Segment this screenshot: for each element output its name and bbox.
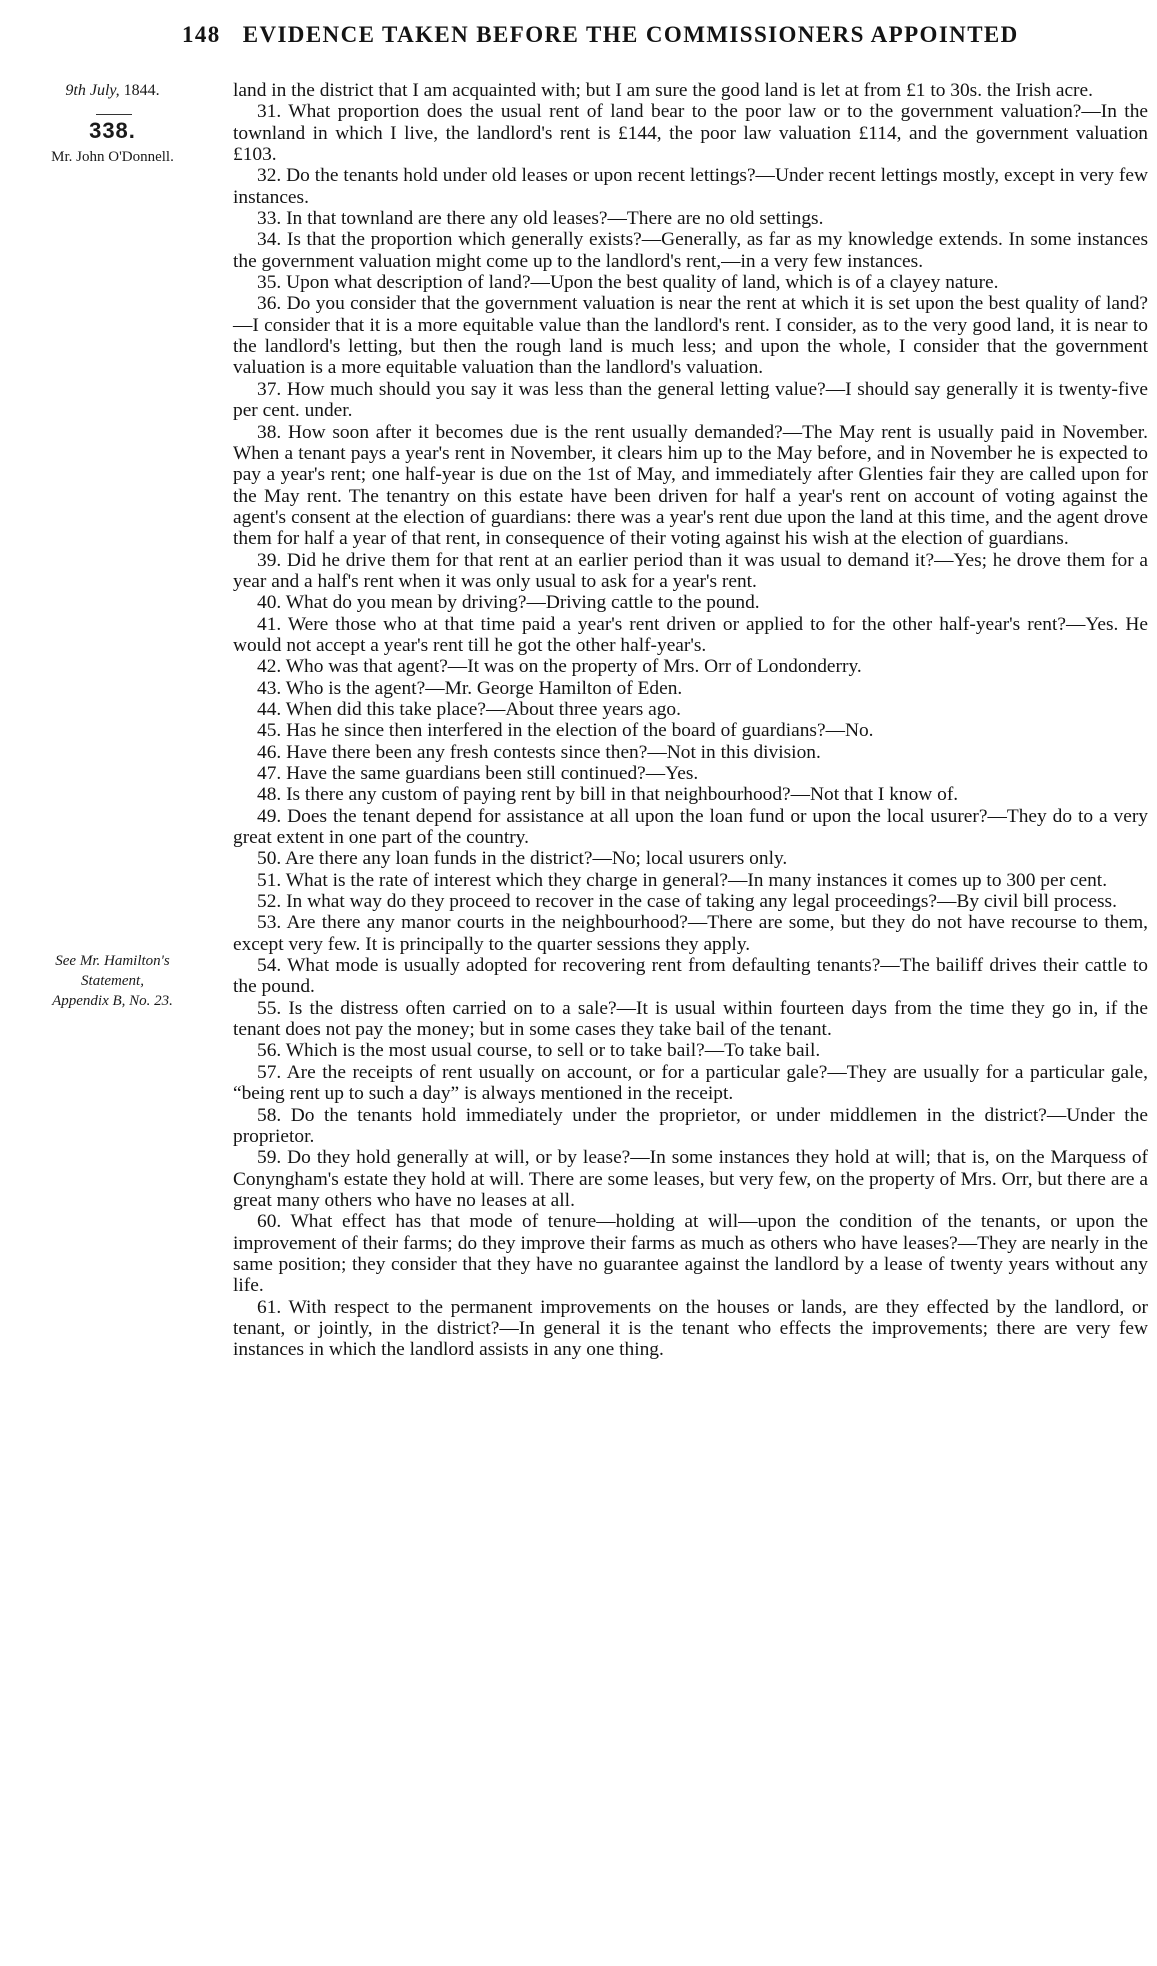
question-32: 32. Do the tenants hold under old leases or upon recent lettings?—Under recent lettings mostly, except in very few instances. xyxy=(233,165,1148,208)
margin-note-line: See Mr. Hamilton's xyxy=(55,953,170,969)
question-52: 52. In what way do they proceed to recover in the case of taking any legal proceedings?—By civil bill process. xyxy=(257,891,1117,913)
question-56: 56. Which is the most usual course, to sell or to take bail?—To take bail. xyxy=(257,1040,821,1062)
margin-note-line: Statement, xyxy=(81,973,144,989)
margin-note-line: Appendix B, No. 23. xyxy=(52,993,173,1009)
question-31: 31. What proportion does the usual rent of land bear to the poor law or to the government valuation?—In the townland in which I live, the landlord's rent is £144, the poor law valuation £114, and the government valuation £103. xyxy=(233,101,1148,166)
question-42: 42. Who was that agent?—It was on the property of Mrs. Orr of Londonderry. xyxy=(257,656,862,678)
question-46: 46. Have there been any fresh contests since then?—Not in this division. xyxy=(257,741,821,763)
question-55: 55. Is the distress often carried on to a sale?—It is usual within fourteen days from the time they go in, if the tenant does not pay the money; but in some cases they take bail of the tenant. xyxy=(233,997,1148,1041)
margin-date xyxy=(0,82,225,100)
question-33: 33. In that townland are there any old leases?—There are no old settings. xyxy=(257,208,824,230)
margin-date-day: 9th July, xyxy=(65,82,120,99)
paragraph-continued: land in the district that I am acquainted with; but I am sure the good land is let at from £1 to 30s. the Irish acre. xyxy=(233,80,1093,101)
question-40: 40. What do you mean by driving?—Driving cattle to the pound. xyxy=(257,592,760,614)
question-38: 38. How soon after it becomes due is the rent usually demanded?—The May rent is usually paid in November. When a tenant pays a year's rent in November, it clears him up to the May before, and in November he is expected to pay a year's rent; one half-year is due on the 1st of May, and immediately after Glenties fair they are called upon for the May rent. The tenantry on this estate have been driven for half a year's rent on account of voting against the agent's consent at the election of guardians: there was a year's rent due upon the land at this time, and the agent drove them for half a year of that rent, in consequence of their voting against his wish at the election of guardians. xyxy=(233,421,1148,550)
question-60: 60. What effect has that mode of tenure—holding at will—upon the condition of the tenants, or upon the improvement of their farms; do they improve their farms as much as others who have leases?—They are nearly in the same position; they consider that they have no guarantee against the landlord by a lease of twenty years without any life. xyxy=(233,1211,1148,1297)
question-48: 48. Is there any custom of paying rent by bill in that neighbourhood?—Not that I know of. xyxy=(257,784,959,806)
question-59: 59. Do they hold generally at will, or by lease?—In some instances they hold at will; that is, on the Marquess of Conyngham's estate they hold at will. There are some leases, but very few, on the property of Mrs. Orr, but there are a great many others who have no leases at all. xyxy=(233,1147,1148,1211)
question-45: 45. Has he since then interfered in the election of the board of guardians?—No. xyxy=(257,720,874,742)
question-49: 49. Does the tenant depend for assistance at all upon the loan fund or upon the local usurer?—They do to a very great extent in one part of the country. xyxy=(233,805,1148,849)
question-44: 44. When did this take place?—About three years ago. xyxy=(257,698,681,720)
page-number: 148 xyxy=(182,22,221,47)
question-36: 36. Do you consider that the government valuation is near the rent at which it is set upon the best quality of land?—I consider that it is a more equitable value than the landlord's rent. I consider, as to the very good land, it is near to the landlord's letting, but then the rough land is much less; and upon the whole, I consider that the government valuation is a more equitable valuation than the landlord's valuation. xyxy=(233,293,1148,379)
question-47: 47. Have the same guardians been still continued?—Yes. xyxy=(257,763,699,784)
question-43: 43. Who is the agent?—Mr. George Hamilton of Eden. xyxy=(257,677,683,699)
evidence-body xyxy=(233,80,1148,1361)
question-53: 53. Are there any manor courts in the neighbourhood?—There are some, but they do not have recourse to them, except very few. It is principally to the quarter sessions they apply. xyxy=(233,912,1148,955)
question-61: 61. With respect to the permanent improvements on the houses or lands, are they effected by the landlord, or tenant, or jointly, in the district?—In general it is the tenant who effects the improvements; there are very few instances in which the landlord assists in any one thing. xyxy=(233,1296,1148,1361)
question-58: 58. Do the tenants hold immediately under the proprietor, or under middlemen in the district?—Under the proprietor. xyxy=(233,1104,1148,1147)
page-header xyxy=(182,22,1092,48)
witness-number: 338. xyxy=(89,118,136,143)
question-54: 54. What mode is usually adopted for recovering rent from defaulting tenants?—The bailiff drives their cattle to the pound. xyxy=(233,955,1148,998)
question-39: 39. Did he drive them for that rent at an earlier period than it was usual to demand it?—Yes; he drove them for a year and a half's rent when it was only usual to ask for a year's rent. xyxy=(233,549,1148,592)
question-57: 57. Are the receipts of rent usually on account, or for a particular gale?—They are usually for a particular gale, “being rent up to such a day” is always mentioned in the receipt. xyxy=(233,1061,1148,1105)
question-35: 35. Upon what description of land?—Upon the best quality of land, which is of a clayey nature. xyxy=(257,272,999,294)
witness-name: Mr. John O'Donnell. xyxy=(51,149,174,165)
question-41: 41. Were those who at that time paid a year's rent driven or applied to for the other half-year's rent?—Yes. He would not accept a year's rent till he got the other half-year's. xyxy=(233,613,1148,656)
margin-note xyxy=(0,951,225,1011)
question-37: 37. How much should you say it was less than the general letting value?—I should say generally it is twenty-five per cent. under. xyxy=(233,378,1148,422)
running-title: EVIDENCE TAKEN BEFORE THE COMMISSIONERS APPOINTED xyxy=(242,22,1019,47)
margin-date-year: 1844. xyxy=(123,82,160,99)
margin-rule xyxy=(96,114,132,115)
question-51: 51. What is the rate of interest which they charge in general?—In many instances it comes up to 300 per cent. xyxy=(257,869,1108,891)
question-50: 50. Are there any loan funds in the district?—No; local usurers only. xyxy=(257,848,788,870)
question-34: 34. Is that the proportion which generally exists?—Generally, as far as my knowledge extends. In some instances the government valuation might come up to the landlord's rent,—in a very few instances. xyxy=(233,229,1148,272)
